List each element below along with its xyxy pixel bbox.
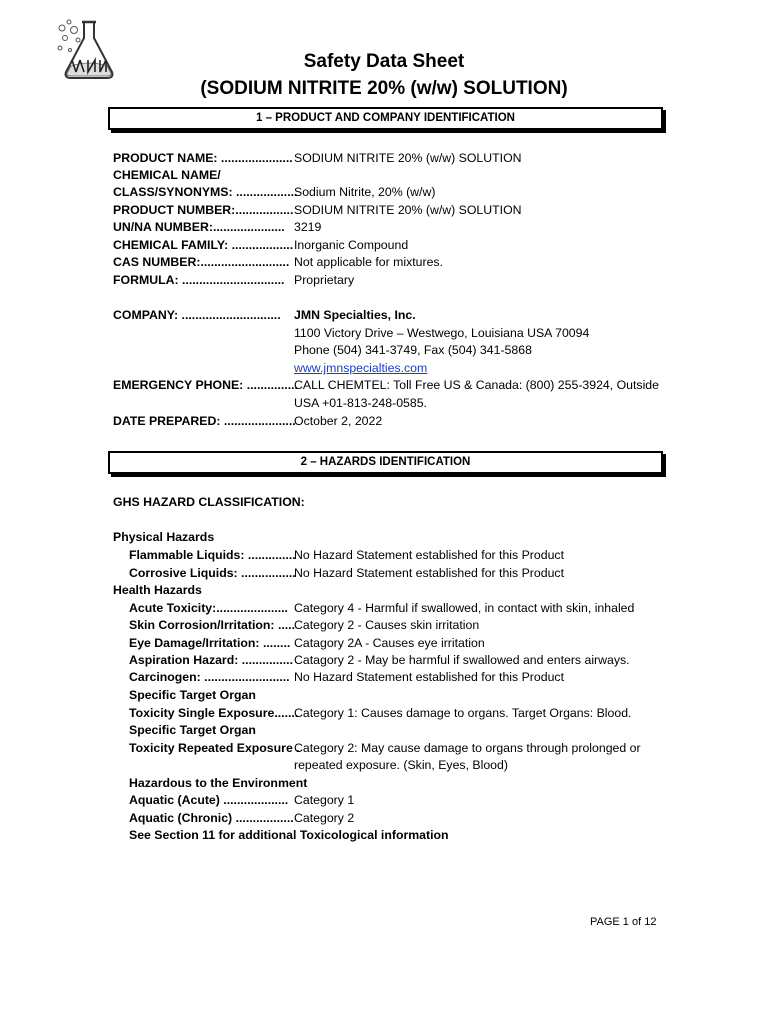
company-label: COMPANY: ............................. [113, 308, 281, 322]
product-number-value: SODIUM NITRITE 20% (w/w) SOLUTION [294, 203, 522, 217]
company-name: JMN Specialties, Inc. [294, 308, 416, 322]
formula-value: Proprietary [294, 273, 355, 287]
section-2-heading: 2 – HAZARDS IDENTIFICATION [108, 451, 663, 474]
acute-toxicity-value: Category 4 - Harmful if swallowed, in contact with skin, inhaled [294, 601, 635, 615]
page-number: PAGE 1 of 12 [590, 916, 657, 928]
specific-target-organ-label-2: Specific Target Organ [129, 723, 256, 737]
class-synonyms-value: Sodium Nitrite, 20% (w/w) [294, 185, 436, 199]
date-prepared-value: October 2, 2022 [294, 414, 383, 428]
section-1-heading: 1 – PRODUCT AND COMPANY IDENTIFICATION [108, 107, 663, 130]
flammable-liquids-label: Flammable Liquids: .............. [129, 548, 296, 562]
eye-damage-label: Eye Damage/Irritation: ........ [129, 636, 291, 650]
un-na-number-value: 3219 [294, 220, 322, 234]
chemical-name-label: CHEMICAL NAME/ [113, 168, 221, 182]
aquatic-chronic-label: Aquatic (Chronic) ................. [129, 811, 294, 825]
product-number-label: PRODUCT NUMBER:................. [113, 203, 294, 217]
aquatic-acute-value: Category 1 [294, 793, 355, 807]
document-title: Safety Data Sheet [303, 51, 465, 72]
date-prepared-label: DATE PREPARED: ..................... [113, 414, 296, 428]
formula-label: FORMULA: .............................. [113, 273, 285, 287]
company-phone: Phone (504) 341-3749, Fax (504) 341-5868 [294, 343, 532, 357]
document-subtitle: (SODIUM NITRITE 20% (w/w) SOLUTION) [200, 78, 568, 99]
aquatic-chronic-value: Category 2 [294, 811, 355, 825]
eye-damage-value: Catagory 2A - Causes eye irritation [294, 636, 485, 650]
sto-repeated-exposure-label: Toxicity Repeated Exposure . [129, 741, 300, 755]
flammable-liquids-value: No Hazard Statement established for this Product [294, 548, 564, 562]
skin-corrosion-value: Category 2 - Causes skin irritation [294, 618, 480, 632]
un-na-number-label: UN/NA NUMBER:..................... [113, 220, 285, 234]
aspiration-hazard-label: Aspiration Hazard: ............... [129, 653, 293, 667]
corrosive-liquids-label: Corrosive Liquids: ................ [129, 566, 296, 580]
sto-repeated-exposure-value-cont: repeated exposure. (Skin, Eyes, Blood) [294, 758, 508, 772]
health-hazards-heading: Health Hazards [113, 583, 202, 597]
acute-toxicity-label: Acute Toxicity:..................... [129, 601, 288, 615]
sto-repeated-exposure-value: Category 2: May cause damage to organs through prolonged or [294, 741, 641, 755]
see-section-11-note: See Section 11 for additional Toxicological information [129, 828, 449, 842]
emergency-phone-value-cont: USA +01-813-248-0585. [294, 396, 427, 410]
product-name-label: PRODUCT NAME: ..................... [113, 151, 293, 165]
company-website-link[interactable]: www.jmnspecialties.com [294, 361, 428, 375]
emergency-phone-label: EMERGENCY PHONE: ............... [113, 378, 298, 392]
environment-hazards-heading: Hazardous to the Environment [129, 776, 308, 790]
aquatic-acute-label: Aquatic (Acute) ................... [129, 793, 289, 807]
carcinogen-value: No Hazard Statement established for this Product [294, 670, 564, 684]
carcinogen-label: Carcinogen: ......................... [129, 670, 290, 684]
sto-single-exposure-value: Category 1: Causes damage to organs. Target Organs: Blood. [294, 706, 632, 720]
sto-single-exposure-label: Toxicity Single Exposure....... [129, 706, 299, 720]
company-address: 1100 Victory Drive – Westwego, Louisiana USA 70094 [294, 326, 590, 340]
specific-target-organ-label: Specific Target Organ [129, 688, 256, 702]
chemical-family-label: CHEMICAL FAMILY: .................. [113, 238, 294, 252]
skin-corrosion-label: Skin Corrosion/Irritation: ..... [129, 618, 296, 632]
chemical-family-value: Inorganic Compound [294, 238, 409, 252]
ghs-classification-label: GHS HAZARD CLASSIFICATION: [113, 495, 305, 509]
product-name-value: SODIUM NITRITE 20% (w/w) SOLUTION [294, 151, 522, 165]
class-synonyms-label: CLASS/SYNONYMS: .................. [113, 185, 298, 199]
physical-hazards-heading: Physical Hazards [113, 530, 215, 544]
aspiration-hazard-value: Catagory 2 - May be harmful if swallowed and enters airways. [294, 653, 630, 667]
corrosive-liquids-value: No Hazard Statement established for this Product [294, 566, 564, 580]
emergency-phone-value: CALL CHEMTEL: Toll Free US & Canada: (800) 255-3924, Outside [294, 378, 659, 392]
cas-number-label: CAS NUMBER:.......................... [113, 255, 290, 269]
cas-number-value: Not applicable for mixtures. [294, 255, 443, 269]
